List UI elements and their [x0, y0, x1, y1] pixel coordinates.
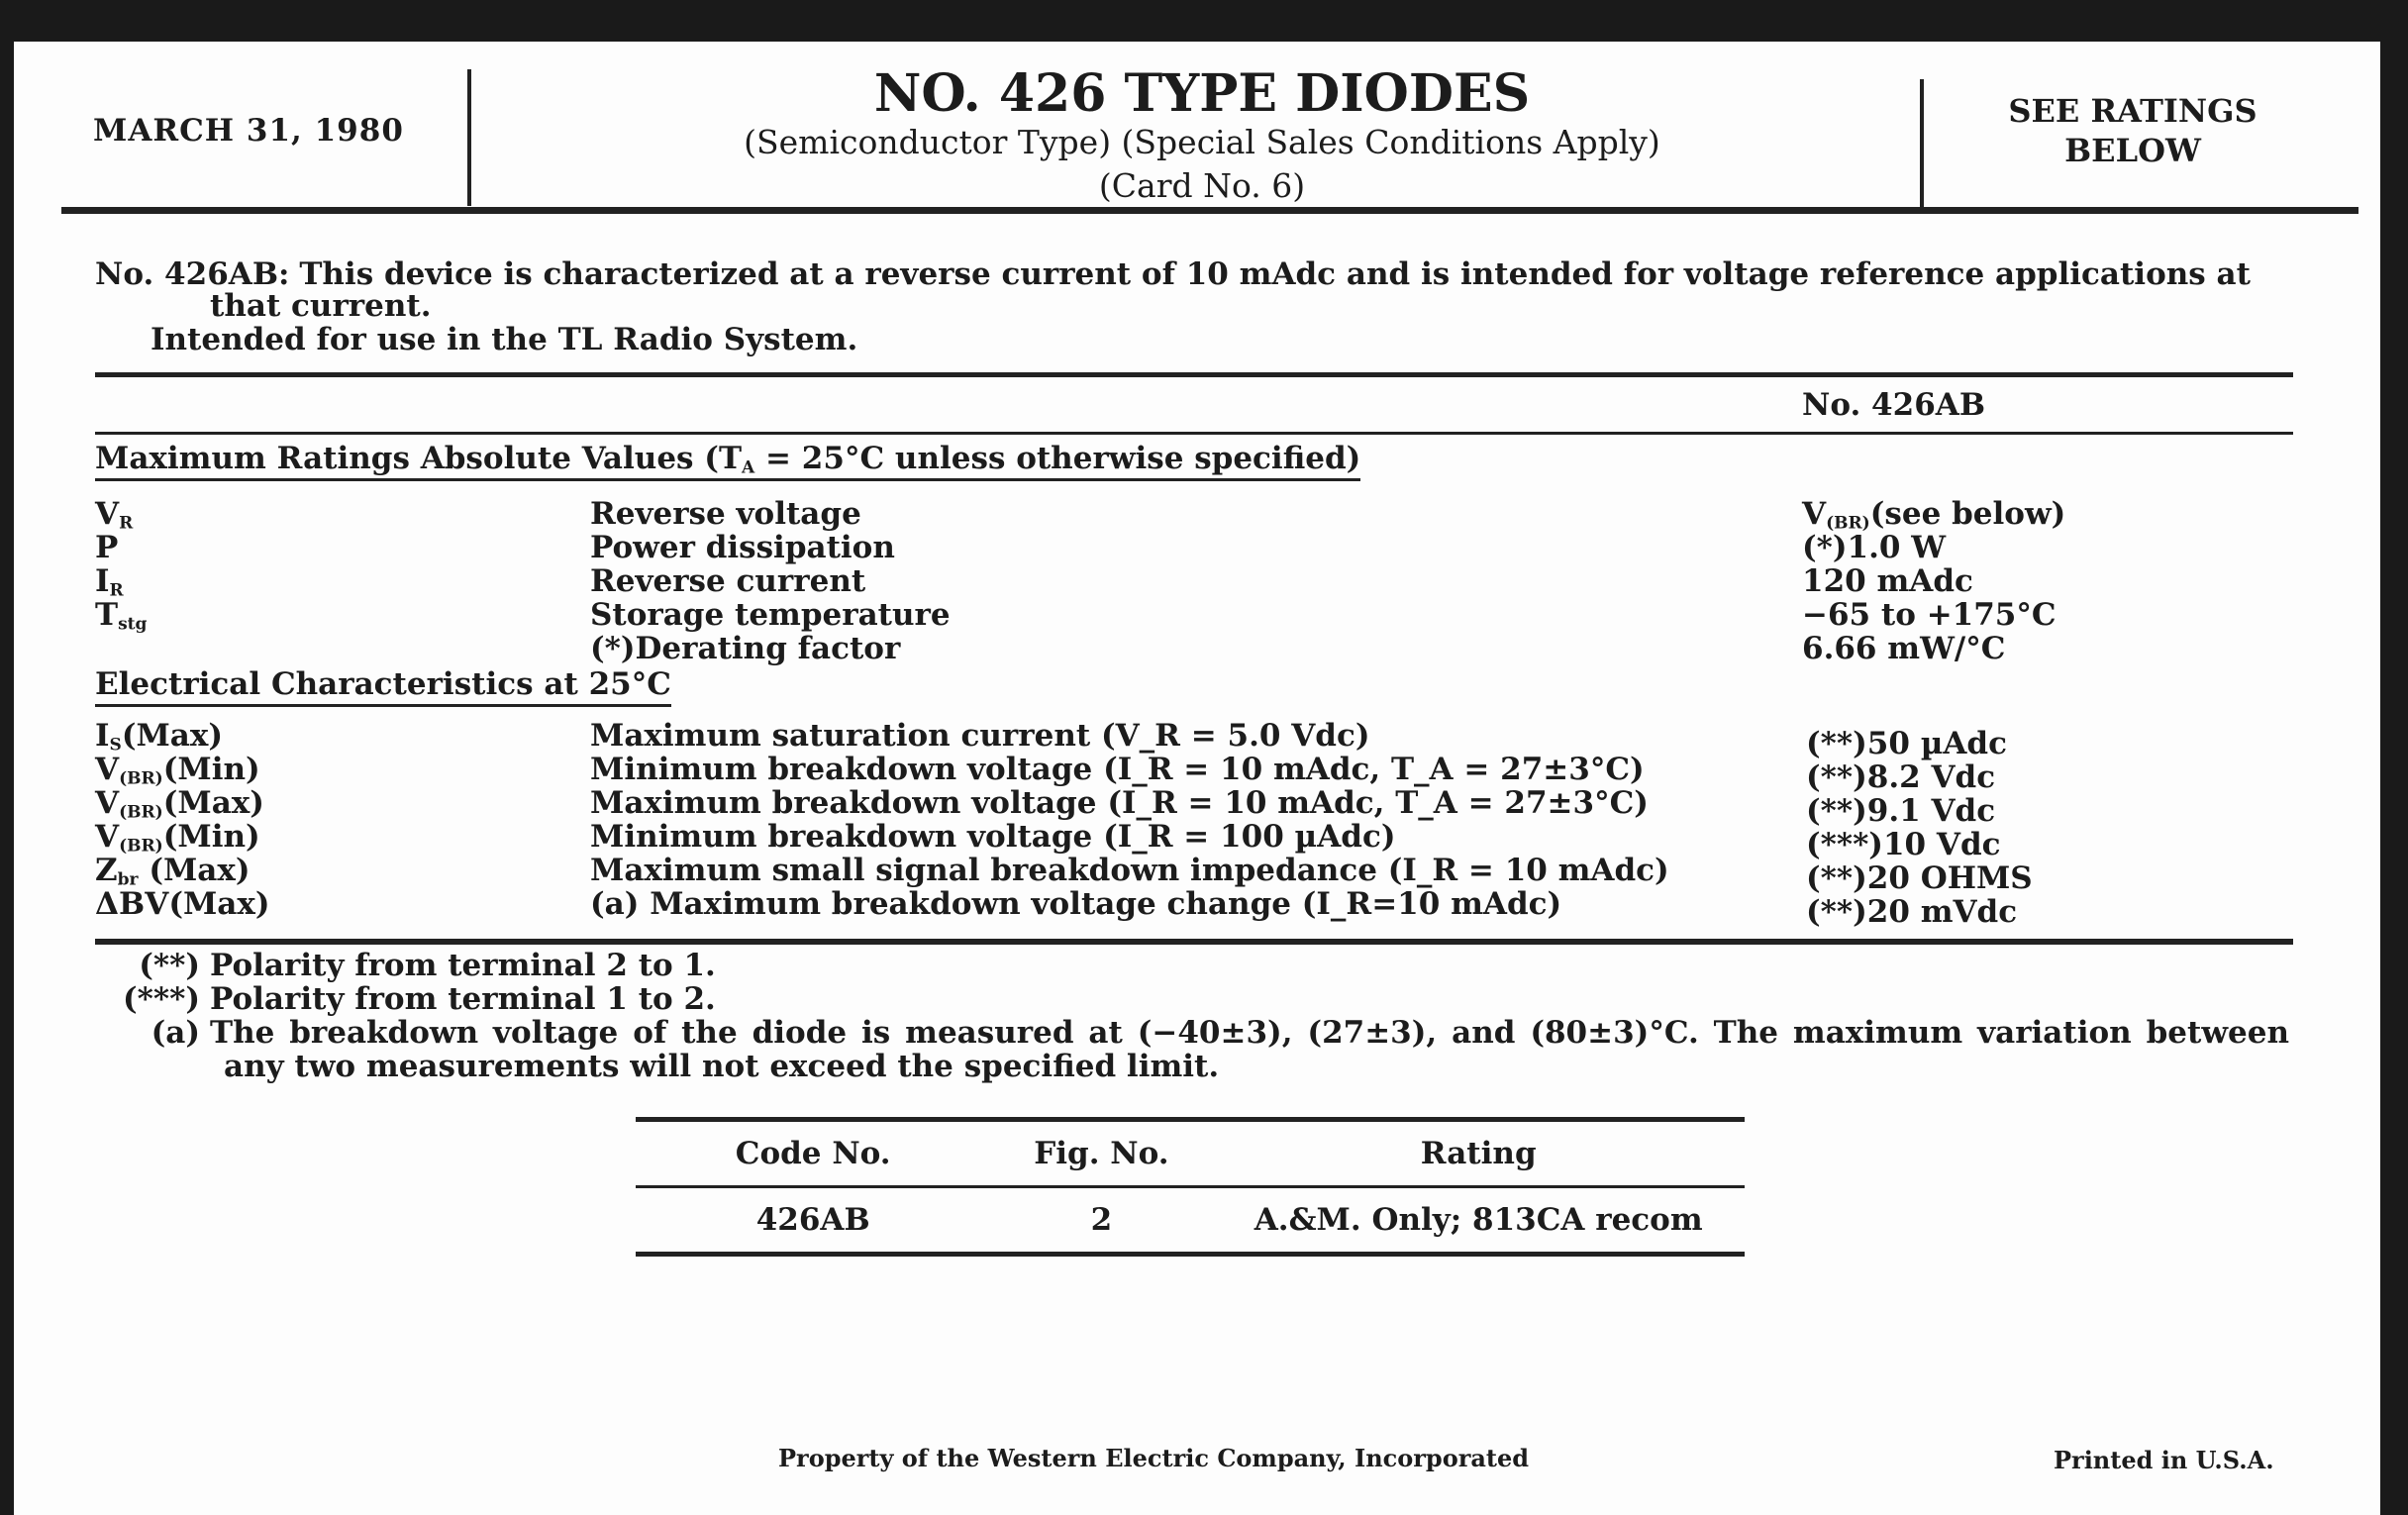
electrical-value: (**)20 OHMS — [1806, 860, 2033, 896]
max-rating-description: (*)Derating factor — [590, 631, 901, 666]
parameter-symbol — [95, 496, 133, 532]
max-rating-value — [1802, 598, 2057, 632]
parameter-symbol-main: V — [95, 785, 120, 821]
footnote-mark: (**) — [139, 948, 200, 983]
electrical-description: Maximum small signal breakdown impedance (I_R = 10 mAdc) — [590, 853, 1669, 888]
value-subscript: (BR) — [1826, 513, 1870, 534]
intro-line-3: Intended for use in the TL Radio System. — [150, 322, 858, 357]
codes-header-rating: Rating — [1212, 1120, 1745, 1187]
parameter-subscript: R — [119, 513, 134, 534]
footnote-mark: (a) — [150, 1015, 200, 1051]
electrical-rule — [95, 939, 2293, 945]
codes-table — [636, 1117, 1745, 1257]
electrical-description: Minimum breakdown voltage (I_R = 100 µAdc) — [590, 819, 1396, 855]
electrical-value: (**)9.1 Vdc — [1806, 793, 1996, 829]
electrical-heading — [95, 667, 671, 701]
codes-cell-rating: A.&M. Only; 813CA recom — [1212, 1187, 1745, 1255]
max-ratings-heading-pre: Maximum Ratings Absolute Values (T — [95, 441, 743, 476]
parameter-symbol-main: V — [95, 752, 120, 787]
codes-table-header — [636, 1120, 1745, 1187]
max-rating-value — [1802, 632, 2005, 665]
parameter-symbol-suffix: (Max) — [162, 785, 264, 821]
value-text: 120 mAdc — [1802, 563, 1973, 599]
card-title: NO. 426 TYPE DIODES — [873, 63, 1531, 124]
ratings-note-line1: SEE RATINGS — [2008, 92, 2258, 130]
max-rating-value — [1802, 531, 1946, 564]
electrical-symbol — [95, 887, 270, 921]
footer-printed: Printed in U.S.A. — [2054, 1446, 2274, 1474]
ratings-note-line2: BELOW — [2064, 132, 2201, 169]
electrical-value: (***)10 Vdc — [1806, 827, 2001, 862]
max-rating-value — [1802, 564, 1973, 598]
max-ratings-heading-post: = 25°C unless otherwise specified) — [754, 441, 1361, 476]
max-rating-description: Storage temperature — [590, 597, 951, 633]
value-prefix: V — [1802, 496, 1827, 532]
header-rule — [61, 207, 2358, 214]
value-text: −65 to +175°C — [1802, 597, 2057, 633]
max-ratings-heading — [95, 442, 1360, 484]
parameter-subscript: S — [109, 735, 122, 756]
parameter-symbol-main: V — [95, 496, 120, 532]
header-divider-left — [467, 69, 471, 206]
header-divider-right — [1920, 79, 1924, 208]
codes-header-code: Code No. — [636, 1120, 990, 1187]
parameter-symbol — [95, 819, 260, 855]
electrical-value: (**)20 mVdc — [1806, 894, 2018, 930]
max-rating-symbol — [95, 598, 147, 641]
card-subtitle: (Semiconductor Type) (Special Sales Conditions Apply) — [744, 123, 1660, 161]
intro-label: No. 426AB: — [95, 256, 290, 292]
max-rating-description: Reverse voltage — [590, 496, 861, 532]
electrical-description: Maximum breakdown voltage (I_R = 10 mAdc, T_A = 27±3°C) — [590, 785, 1649, 821]
parameter-subscript: stg — [118, 614, 148, 635]
ratings-note — [1935, 91, 2331, 170]
parameter-symbol-suffix: (Min) — [162, 752, 260, 787]
value-text: 6.66 mW/°C — [1802, 631, 2006, 666]
parameter-symbol-suffix: (Min) — [162, 819, 260, 855]
electrical-description: Maximum saturation current (V_R = 5.0 Vdc) — [590, 718, 1370, 754]
electrical-value: (**)8.2 Vdc — [1806, 759, 1996, 795]
card-date: MARCH 31, 1980 — [93, 113, 404, 149]
footnote-mark: (***) — [123, 981, 200, 1017]
spec-card — [14, 42, 2380, 1515]
max-ratings-heading-text — [95, 441, 1360, 481]
parameter-symbol-main: I — [95, 718, 110, 754]
parameter-symbol — [95, 785, 264, 821]
max-ratings-heading-subscript: A — [742, 457, 755, 478]
codes-cell-fig: 2 — [990, 1187, 1212, 1255]
value-text: (see below) — [1869, 496, 2066, 532]
parameter-symbol-suffix: (Max) — [121, 718, 224, 754]
intro-line-2: that current. — [210, 288, 432, 324]
footnote-text-continued: any two measurements will not exceed the specified limit. — [224, 1049, 1220, 1084]
codes-cell-code: 426AB — [636, 1187, 990, 1255]
intro-rule — [95, 372, 2293, 377]
electrical-description: (a) Maximum breakdown voltage change (I_R=10 mAdc) — [590, 886, 1562, 922]
column-header-device: No. 426AB — [1802, 387, 1986, 423]
parameter-subscript: (BR) — [119, 802, 163, 823]
value-text: (*)1.0 W — [1802, 530, 1947, 565]
parameter-subscript: br — [117, 869, 139, 890]
footer-property: Property of the Western Electric Company, Incorporated — [778, 1444, 1530, 1472]
parameter-symbol — [95, 886, 270, 922]
footnote-text: The breakdown voltage of the diode is measured at (−40±3), (27±3), and (80±3)°C. The maximum variation between — [210, 1015, 2289, 1051]
parameter-subscript: (BR) — [119, 768, 163, 789]
max-rating-description: Reverse current — [590, 563, 866, 599]
parameter-symbol-main: P — [95, 530, 119, 565]
parameter-subscript: R — [109, 580, 124, 601]
electrical-heading-text: Electrical Characteristics at 25°C — [95, 666, 671, 707]
parameter-symbol — [95, 752, 260, 787]
parameter-symbol — [95, 718, 223, 754]
card-number: (Card No. 6) — [1098, 166, 1306, 205]
parameter-symbol-main: I — [95, 563, 110, 599]
parameter-symbol-main: Z — [95, 853, 118, 888]
parameter-symbol — [95, 853, 251, 888]
footnote-text: Polarity from terminal 2 to 1. — [210, 948, 716, 983]
max-rating-symbol — [95, 531, 118, 564]
parameter-symbol-suffix: (Max) — [168, 886, 270, 922]
column-header-rule — [95, 432, 2293, 435]
intro-line-1 — [95, 257, 2251, 291]
parameter-subscript: (BR) — [119, 836, 163, 857]
max-rating-description: Power dissipation — [590, 530, 895, 565]
parameter-symbol — [95, 597, 147, 633]
electrical-description: Minimum breakdown voltage (I_R = 10 mAdc, T_A = 27±3°C) — [590, 752, 1645, 787]
footnote-text: Polarity from terminal 1 to 2. — [210, 981, 716, 1017]
parameter-symbol — [95, 563, 124, 599]
intro-text: This device is characterized at a reverse current of 10 mAdc and is intended for voltage reference applications at — [299, 256, 2251, 292]
parameter-symbol — [95, 530, 118, 565]
parameter-symbol-main: V — [95, 819, 120, 855]
parameter-symbol-suffix: (Max) — [138, 853, 251, 888]
parameter-symbol-main: ΔBV — [95, 886, 169, 922]
parameter-symbol-main: T — [95, 597, 119, 633]
table-row — [636, 1187, 1745, 1255]
codes-header-fig: Fig. No. — [990, 1120, 1212, 1187]
electrical-value: (**)50 µAdc — [1806, 726, 2007, 761]
